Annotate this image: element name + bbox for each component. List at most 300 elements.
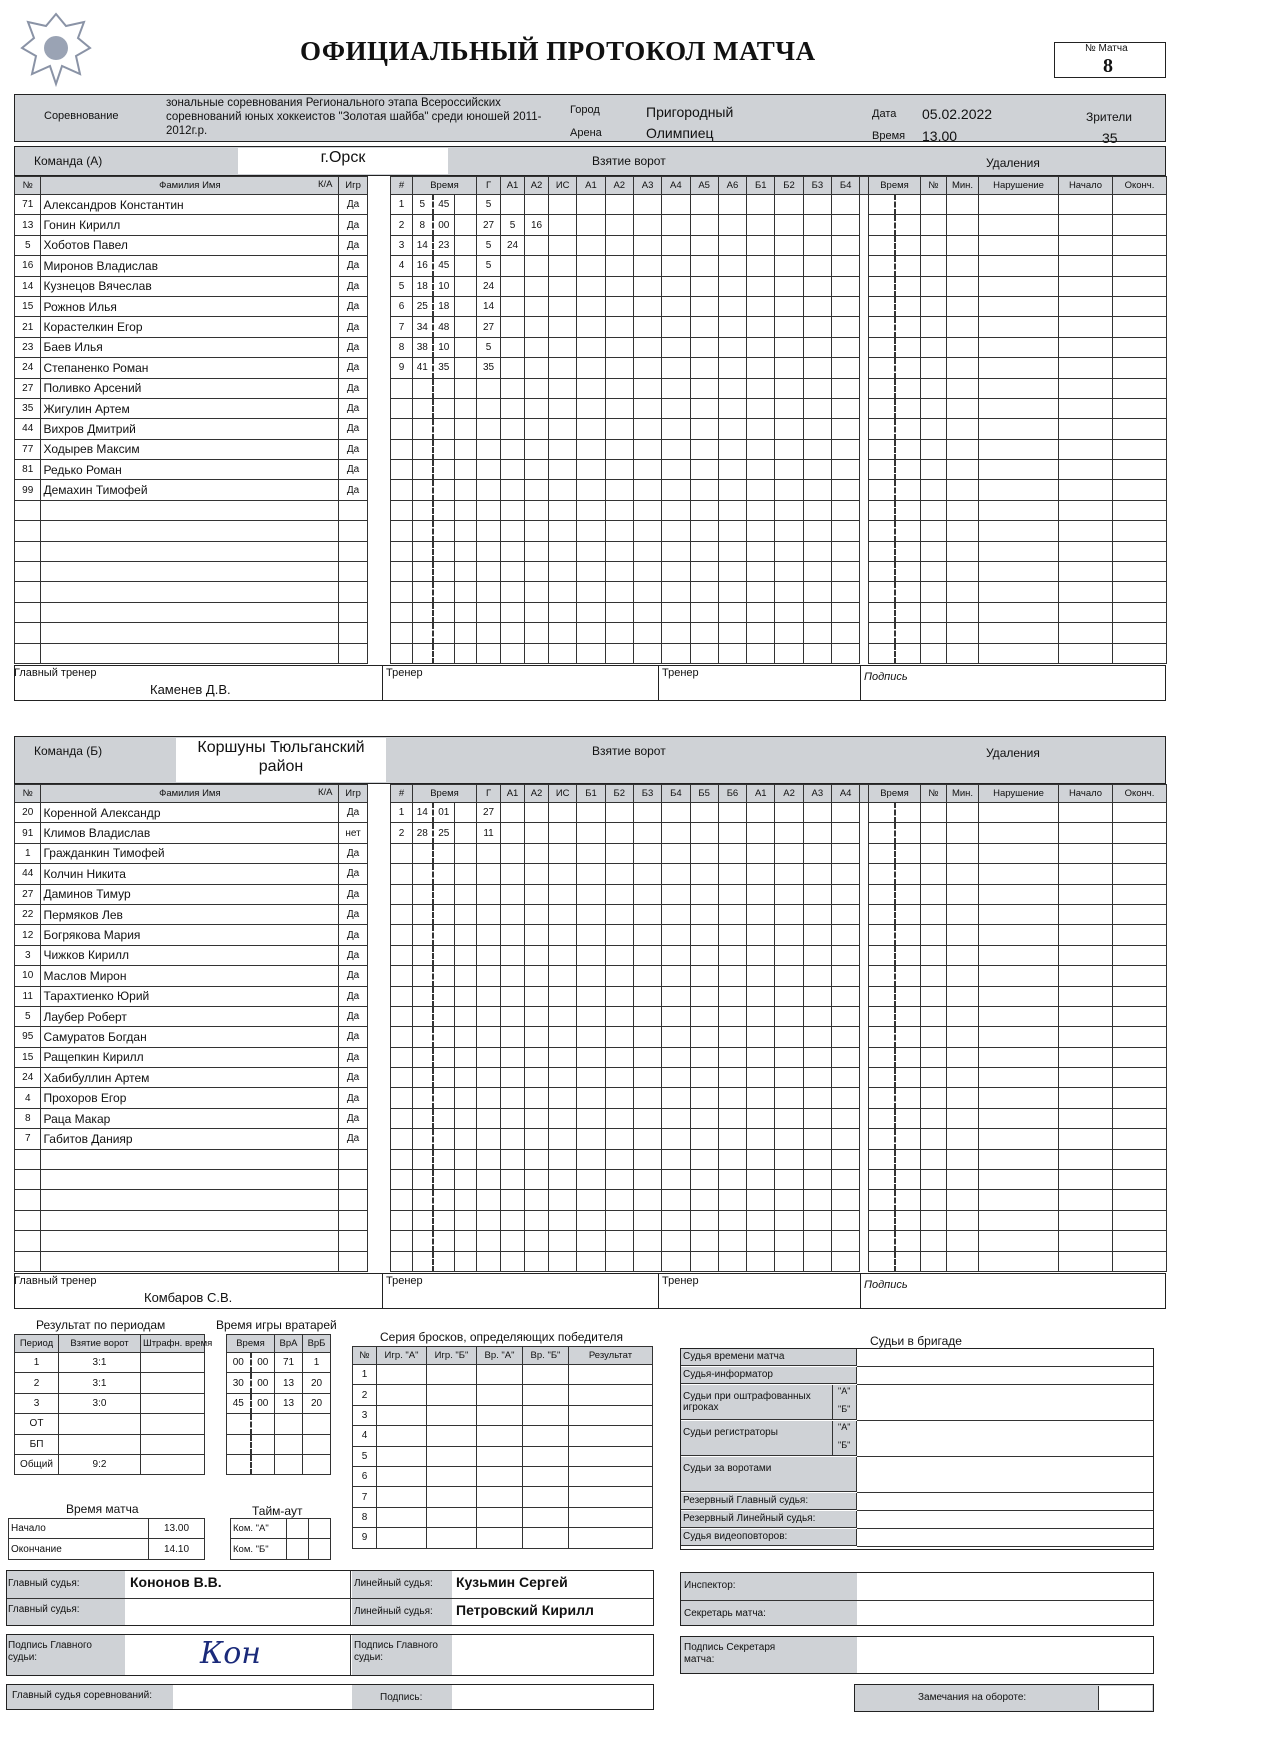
field-value: 3:1 — [59, 1373, 141, 1393]
goalie-row — [227, 1393, 331, 1413]
field-value: Секретарь матча: — [684, 1608, 766, 1619]
field-value: 21 — [15, 317, 41, 337]
field-value: 35 — [1102, 130, 1118, 146]
field-value: 5 — [477, 337, 501, 357]
field-value: 23 — [433, 235, 455, 255]
field-value: Да — [339, 1006, 368, 1026]
goalie-row — [227, 1353, 331, 1373]
field-value: 5 — [15, 235, 41, 255]
goal-row — [391, 986, 889, 1006]
goal-row — [391, 1088, 889, 1108]
field-value: 1 — [353, 1365, 377, 1385]
field-value: 13 — [275, 1393, 303, 1413]
penalty-row — [869, 215, 1167, 235]
field-value: Время матча — [66, 1502, 139, 1516]
field-value: 3 — [15, 1393, 59, 1413]
column-header: А1 — [577, 177, 605, 195]
column-header: А4 — [832, 785, 860, 803]
field-value: Да — [339, 460, 368, 480]
goal-row — [391, 276, 889, 296]
field-value: 6 — [391, 296, 413, 316]
shootout-row — [353, 1507, 653, 1527]
goal-row — [391, 358, 889, 378]
goal-row — [391, 602, 889, 622]
penalty-row — [869, 966, 1167, 986]
field-value — [525, 276, 549, 296]
field-value: Тренер — [386, 667, 423, 680]
field-value — [525, 235, 549, 255]
goal-row — [391, 1149, 889, 1169]
field-value: Начало — [9, 1519, 149, 1539]
field-value — [59, 1414, 141, 1434]
field-value: Судьи регистраторы — [683, 1427, 778, 1438]
column-header: Фамилия Имя — [41, 177, 339, 195]
field-value: 20 — [303, 1393, 331, 1413]
column-header: А3 — [803, 785, 831, 803]
field-value: Арена — [570, 127, 602, 139]
field-value: 16 — [525, 215, 549, 235]
field-value: Судьи при оштрафованных игроках — [683, 1391, 811, 1413]
player-row — [15, 460, 390, 480]
penalty-row — [869, 986, 1167, 1006]
shootout-row — [353, 1365, 653, 1385]
field-value: Дата — [872, 108, 897, 120]
field-value: 15 — [15, 296, 41, 316]
column-header: ИС — [549, 177, 577, 195]
field-value: 13 — [15, 215, 41, 235]
field-value: 12 — [15, 925, 41, 945]
field-value: 24 — [477, 276, 501, 296]
field-value: Жигулин Артем — [43, 401, 130, 416]
penalty-row — [869, 562, 1167, 582]
field-value: Прохоров Егор — [43, 1091, 127, 1106]
field-value: Раца Макар — [43, 1111, 111, 1126]
penalty-row — [869, 480, 1167, 500]
penalty-row — [869, 256, 1167, 276]
player-row-empty — [15, 541, 390, 561]
column-header: Начало — [1059, 785, 1113, 803]
field-value: Да — [339, 419, 368, 439]
goal-row — [391, 296, 889, 316]
field-value: 27 — [15, 884, 41, 904]
field-value: 27 — [15, 378, 41, 398]
shootout-row — [353, 1466, 653, 1486]
field-value: 15 — [15, 1047, 41, 1067]
field-value: 27 — [477, 803, 501, 823]
field-value: Подпись Главного судьи: — [354, 1640, 438, 1663]
goal-row — [391, 256, 889, 276]
match-number: 8 — [1103, 55, 1113, 77]
periods-table — [14, 1334, 213, 1475]
field-value: 45 — [433, 256, 455, 276]
column-header: Время — [413, 785, 477, 803]
goal-row — [391, 215, 889, 235]
column-header: А6 — [718, 177, 746, 195]
field-value: 35 — [15, 398, 41, 418]
column-header: Игр — [339, 177, 368, 195]
field-value: 10 — [433, 337, 455, 357]
player-row — [15, 296, 390, 316]
field-value: Да — [339, 1129, 368, 1149]
player-row — [15, 986, 390, 1006]
field-value: Да — [339, 215, 368, 235]
field-value: 44 — [15, 419, 41, 439]
player-row — [15, 256, 390, 276]
field-value: 3:0 — [59, 1393, 141, 1413]
field-value: Удаления — [986, 746, 1040, 760]
field-value: Да — [339, 480, 368, 500]
column-header: А1 — [501, 177, 525, 195]
field-value: Да — [339, 884, 368, 904]
field-value: Подпись — [864, 671, 908, 684]
player-row-empty — [15, 1210, 390, 1230]
field-value: 4 — [353, 1426, 377, 1446]
field-value: 00 — [251, 1353, 275, 1373]
goal-row — [391, 1006, 889, 1026]
team-name: Коршуны Тюльганский район — [176, 738, 386, 782]
goal-row — [391, 843, 889, 863]
field-value: 1 — [303, 1353, 331, 1373]
player-row-empty — [15, 602, 390, 622]
column-header: Г — [477, 785, 501, 803]
referee-role — [681, 1367, 857, 1384]
field-value: 35 — [433, 358, 455, 378]
player-row — [15, 925, 390, 945]
field-value: 6 — [353, 1466, 377, 1486]
column-header: Б2 — [775, 177, 803, 195]
column-header: № — [15, 177, 41, 195]
field-value: 3:1 — [59, 1353, 141, 1373]
field-value: 18 — [433, 296, 455, 316]
field-value: "Б" — [838, 1404, 851, 1414]
column-header: А4 — [662, 177, 690, 195]
field-value: 10 — [433, 276, 455, 296]
field-value: 8 — [353, 1507, 377, 1527]
player-row — [15, 1006, 390, 1026]
field-value: Да — [339, 1108, 368, 1128]
field-value: Да — [339, 235, 368, 255]
column-header: Нарушение — [979, 785, 1059, 803]
field-value: 24 — [501, 235, 525, 255]
player-row — [15, 195, 390, 215]
field-value: 71 — [15, 195, 41, 215]
field-value: Александров Константин — [43, 197, 184, 212]
referee-role — [681, 1493, 857, 1510]
field-value: Ращепкин Кирилл — [43, 1050, 144, 1065]
timeout-table — [230, 1518, 331, 1560]
field-value — [501, 358, 525, 378]
goal-row — [391, 1027, 889, 1047]
column-header: № — [921, 785, 947, 803]
field-value: 16 — [413, 256, 433, 276]
field-value: 1 — [391, 195, 413, 215]
column-header: Время — [869, 177, 921, 195]
player-row — [15, 398, 390, 418]
player-row-empty — [15, 623, 390, 643]
player-row-empty — [15, 500, 390, 520]
referee-role — [681, 1349, 857, 1366]
field-value: 45 — [227, 1393, 251, 1413]
field-value: Кузнецов Вячеслав — [43, 279, 152, 294]
penalty-row — [869, 1108, 1167, 1128]
penalty-row — [869, 500, 1167, 520]
goal-row — [391, 378, 889, 398]
field-value: Да — [339, 276, 368, 296]
goal-row — [391, 1190, 889, 1210]
field-value: 4 — [391, 256, 413, 276]
period-row — [15, 1414, 205, 1434]
penalties-table — [868, 176, 1167, 664]
field-value: Да — [339, 1047, 368, 1067]
field-value: 5 — [501, 215, 525, 235]
penalty-row — [869, 1068, 1167, 1088]
player-row-empty — [15, 521, 390, 541]
field-value: 38 — [413, 337, 433, 357]
field-value: Подпись Главного судьи: — [8, 1640, 92, 1663]
penalty-row — [869, 276, 1167, 296]
penalty-row — [869, 296, 1167, 316]
player-row — [15, 966, 390, 986]
field-value: 1 — [15, 1353, 59, 1373]
referee-role — [681, 1511, 857, 1528]
field-value: 14 — [413, 235, 433, 255]
field-value: Тайм-аут — [252, 1504, 303, 1518]
field-value: 91 — [15, 823, 41, 843]
field-value: 13.00 — [149, 1519, 205, 1539]
field-value: Пригородный — [646, 104, 734, 120]
player-row-empty — [15, 1231, 390, 1251]
field-value: Резервный Линейный судья: — [683, 1513, 816, 1524]
goal-row — [391, 480, 889, 500]
penalty-row — [869, 398, 1167, 418]
field-value: Даминов Тимур — [43, 887, 131, 902]
main-referee: Кононов В.В. — [130, 1574, 222, 1590]
penalty-row — [869, 925, 1167, 945]
goal-row — [391, 419, 889, 439]
field-value: Рожнов Илья — [43, 299, 117, 314]
field-value: 25 — [413, 296, 433, 316]
player-row-empty — [15, 582, 390, 602]
field-value: 25 — [433, 823, 455, 843]
field-value: 7 — [15, 1129, 41, 1149]
field-value: Гонин Кирилл — [43, 218, 121, 233]
linesman-1: Кузьмин Сергей — [456, 1574, 568, 1590]
shootout-row — [353, 1426, 653, 1446]
field-value — [525, 317, 549, 337]
field-value: 3 — [15, 945, 41, 965]
field-value: ОТ — [15, 1414, 59, 1434]
penalty-row — [869, 582, 1167, 602]
column-header: Период — [15, 1335, 59, 1353]
field-value: Да — [339, 864, 368, 884]
player-row-empty — [15, 1149, 390, 1169]
player-row — [15, 945, 390, 965]
penalty-row — [869, 803, 1167, 823]
field-value: 14.10 — [149, 1539, 205, 1559]
player-row-empty — [15, 1190, 390, 1210]
field-value: нет — [339, 823, 368, 843]
field-value: Богрякова Мария — [43, 928, 141, 943]
field-value: 45 — [433, 195, 455, 215]
referee-role — [681, 1457, 857, 1492]
column-header: ИС — [549, 785, 577, 803]
field-value: 1 — [15, 843, 41, 863]
column-header: А2 — [525, 785, 549, 803]
penalty-row — [869, 337, 1167, 357]
field-value — [525, 358, 549, 378]
field-value — [525, 337, 549, 357]
penalty-row — [869, 823, 1167, 843]
penalty-row — [869, 843, 1167, 863]
field-value: Главный судья: — [8, 1604, 80, 1615]
field-value: Да — [339, 843, 368, 863]
goals-table — [390, 176, 889, 664]
field-value: Да — [339, 358, 368, 378]
column-header: Б2 — [605, 785, 633, 803]
field-value: 81 — [15, 460, 41, 480]
field-value: Взятие ворот — [592, 744, 666, 758]
head-coach: Каменев Д.В. — [150, 682, 231, 698]
shootout-table — [352, 1346, 653, 1549]
field-value: Линейный судья: — [354, 1578, 433, 1589]
referee-role — [681, 1421, 857, 1456]
goalie-time-table — [226, 1334, 331, 1475]
field-value: Ком. "Б" — [231, 1539, 287, 1559]
penalty-row — [869, 358, 1167, 378]
field-value: 2 — [391, 823, 413, 843]
goal-row — [391, 195, 889, 215]
field-value: Да — [339, 986, 368, 1006]
field-value: Чижков Кирилл — [43, 948, 130, 963]
penalty-row — [869, 1088, 1167, 1108]
match-number-box — [1054, 42, 1166, 78]
goal-row — [391, 864, 889, 884]
field-value: Да — [339, 945, 368, 965]
penalty-row — [869, 541, 1167, 561]
shootout-row — [353, 1405, 653, 1425]
field-value: Взятие ворот — [592, 154, 666, 168]
column-header: А5 — [690, 177, 718, 195]
field-value: 7 — [391, 317, 413, 337]
field-value: 11 — [15, 986, 41, 1006]
column-header: Время — [413, 177, 477, 195]
field-value: 8 — [413, 215, 433, 235]
column-header: Взятие ворот — [59, 1335, 141, 1353]
field-value: Миронов Владислав — [43, 258, 158, 273]
column-header: Оконч. — [1113, 177, 1167, 195]
field-value: 2 — [391, 215, 413, 235]
field-value: 4 — [15, 1088, 41, 1108]
column-header: Нарушение — [979, 177, 1059, 195]
field-value: Маслов Мирон — [43, 968, 127, 983]
head-coach: Комбаров С.В. — [144, 1290, 233, 1306]
field-value: Судья видеоповторов: — [683, 1531, 788, 1542]
column-header: № — [921, 177, 947, 195]
goal-row — [391, 1251, 889, 1271]
field-value: Да — [339, 337, 368, 357]
field-value: 2 — [15, 1373, 59, 1393]
field-value: Тренер — [662, 667, 699, 680]
field-value — [525, 195, 549, 215]
goal-row — [391, 945, 889, 965]
field-value: 13.00 — [922, 128, 958, 144]
player-row — [15, 337, 390, 357]
field-value: Да — [339, 1027, 368, 1047]
field-value: 16 — [15, 256, 41, 276]
goal-row — [391, 823, 889, 843]
column-header: Б1 — [577, 785, 605, 803]
goal-row — [391, 500, 889, 520]
field-value: Тренер — [662, 1275, 699, 1288]
column-header: Б4 — [662, 785, 690, 803]
field-value: Соревнование — [44, 110, 119, 122]
shootout-row — [353, 1446, 653, 1466]
column-header: ВрА — [275, 1335, 303, 1353]
field-value — [501, 803, 525, 823]
field-value: "А" — [838, 1422, 851, 1432]
field-value — [501, 195, 525, 215]
period-row — [15, 1373, 205, 1393]
field-value: Судья времени матча — [683, 1351, 785, 1362]
penalty-row — [869, 602, 1167, 622]
goal-row — [391, 884, 889, 904]
player-row — [15, 215, 390, 235]
penalty-row — [869, 884, 1167, 904]
player-row — [15, 419, 390, 439]
penalty-row — [869, 1190, 1167, 1210]
field-value: Инспектор: — [684, 1580, 736, 1591]
field-value: 14 — [413, 803, 433, 823]
field-value: Время игры вратарей — [216, 1318, 337, 1332]
field-value — [501, 823, 525, 843]
field-value: Да — [339, 296, 368, 316]
field-value: 01 — [433, 803, 455, 823]
goal-row — [391, 643, 889, 663]
field-value: 9 — [353, 1528, 377, 1548]
referee-role — [681, 1385, 857, 1420]
field-value: Линейный судья: — [354, 1606, 433, 1617]
field-value — [525, 823, 549, 843]
column-header: Б4 — [832, 177, 860, 195]
field-value: 27 — [477, 317, 501, 337]
field-value: 99 — [15, 480, 41, 500]
field-value: Да — [339, 904, 368, 924]
player-row — [15, 439, 390, 459]
field-value: 3 — [391, 235, 413, 255]
shootout-row — [353, 1487, 653, 1507]
field-value: Да — [339, 1088, 368, 1108]
field-value: Да — [339, 966, 368, 986]
period-row — [15, 1393, 205, 1413]
field-value — [501, 317, 525, 337]
player-row — [15, 1129, 390, 1149]
penalty-row — [869, 1006, 1167, 1026]
field-value: Хоботов Павел — [43, 238, 128, 253]
field-value: Главный судья: — [8, 1578, 80, 1589]
field-value: 71 — [275, 1353, 303, 1373]
column-header: Время — [227, 1335, 275, 1353]
penalty-row — [869, 1231, 1167, 1251]
field-value: 9:2 — [59, 1454, 141, 1474]
goal-row — [391, 623, 889, 643]
field-value: Подпись — [864, 1279, 908, 1292]
column-header: Штрафн. время — [141, 1335, 205, 1353]
field-value: Корастелкин Егор — [43, 320, 143, 335]
field-value: Да — [339, 378, 368, 398]
field-value — [501, 276, 525, 296]
field-value: 5 — [353, 1446, 377, 1466]
field-value: Колчин Никита — [43, 866, 126, 881]
